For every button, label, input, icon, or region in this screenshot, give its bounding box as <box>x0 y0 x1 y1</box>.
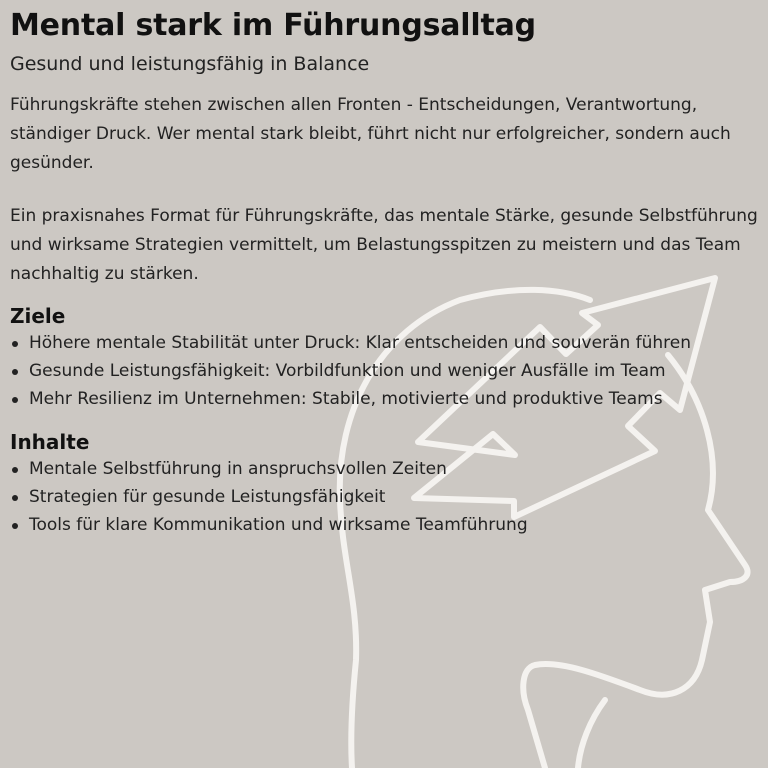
ziele-list <box>10 329 758 413</box>
list-item: Mentale Selbstführung in anspruchsvollen Zeiten <box>10 455 758 483</box>
neck-back <box>578 700 605 768</box>
page-subtitle: Gesund und leistungsfähig in Balance <box>10 53 370 75</box>
ziele-heading: Ziele <box>10 304 66 328</box>
inhalte-list <box>10 455 758 539</box>
intro-paragraph-2: Ein praxisnahes Format für Führungskräfte, das mentale Stärke, gesunde Selbstführung und wirksame Strategien vermittelt, um Belastungsspitzen zu meistern und das Team nachhaltig zu stärken. <box>10 206 758 284</box>
list-item: Tools für klare Kommunikation und wirksame Teamführung <box>10 511 758 539</box>
inhalte-heading: Inhalte <box>10 430 90 454</box>
list-item: Gesunde Leistungsfähigkeit: Vorbildfunktion und weniger Ausfälle im Team <box>10 357 758 385</box>
list-item: Mehr Resilienz im Unternehmen: Stabile, motivierte und produktive Teams <box>10 385 758 413</box>
list-item: Höhere mentale Stabilität unter Druck: Klar entscheiden und souverän führen <box>10 329 758 357</box>
list-item: Strategien für gesunde Leistungsfähigkeit <box>10 483 758 511</box>
content-area <box>10 6 758 539</box>
intro-paragraph-1: Führungskräfte stehen zwischen allen Fronten - Entscheidungen, Verantwortung, ständiger Druck. Wer mental stark bleibt, führt nicht nur erfolgreicher, sondern auch gesünder. <box>10 95 731 173</box>
page-title: Mental stark im Führungsalltag <box>10 8 536 43</box>
